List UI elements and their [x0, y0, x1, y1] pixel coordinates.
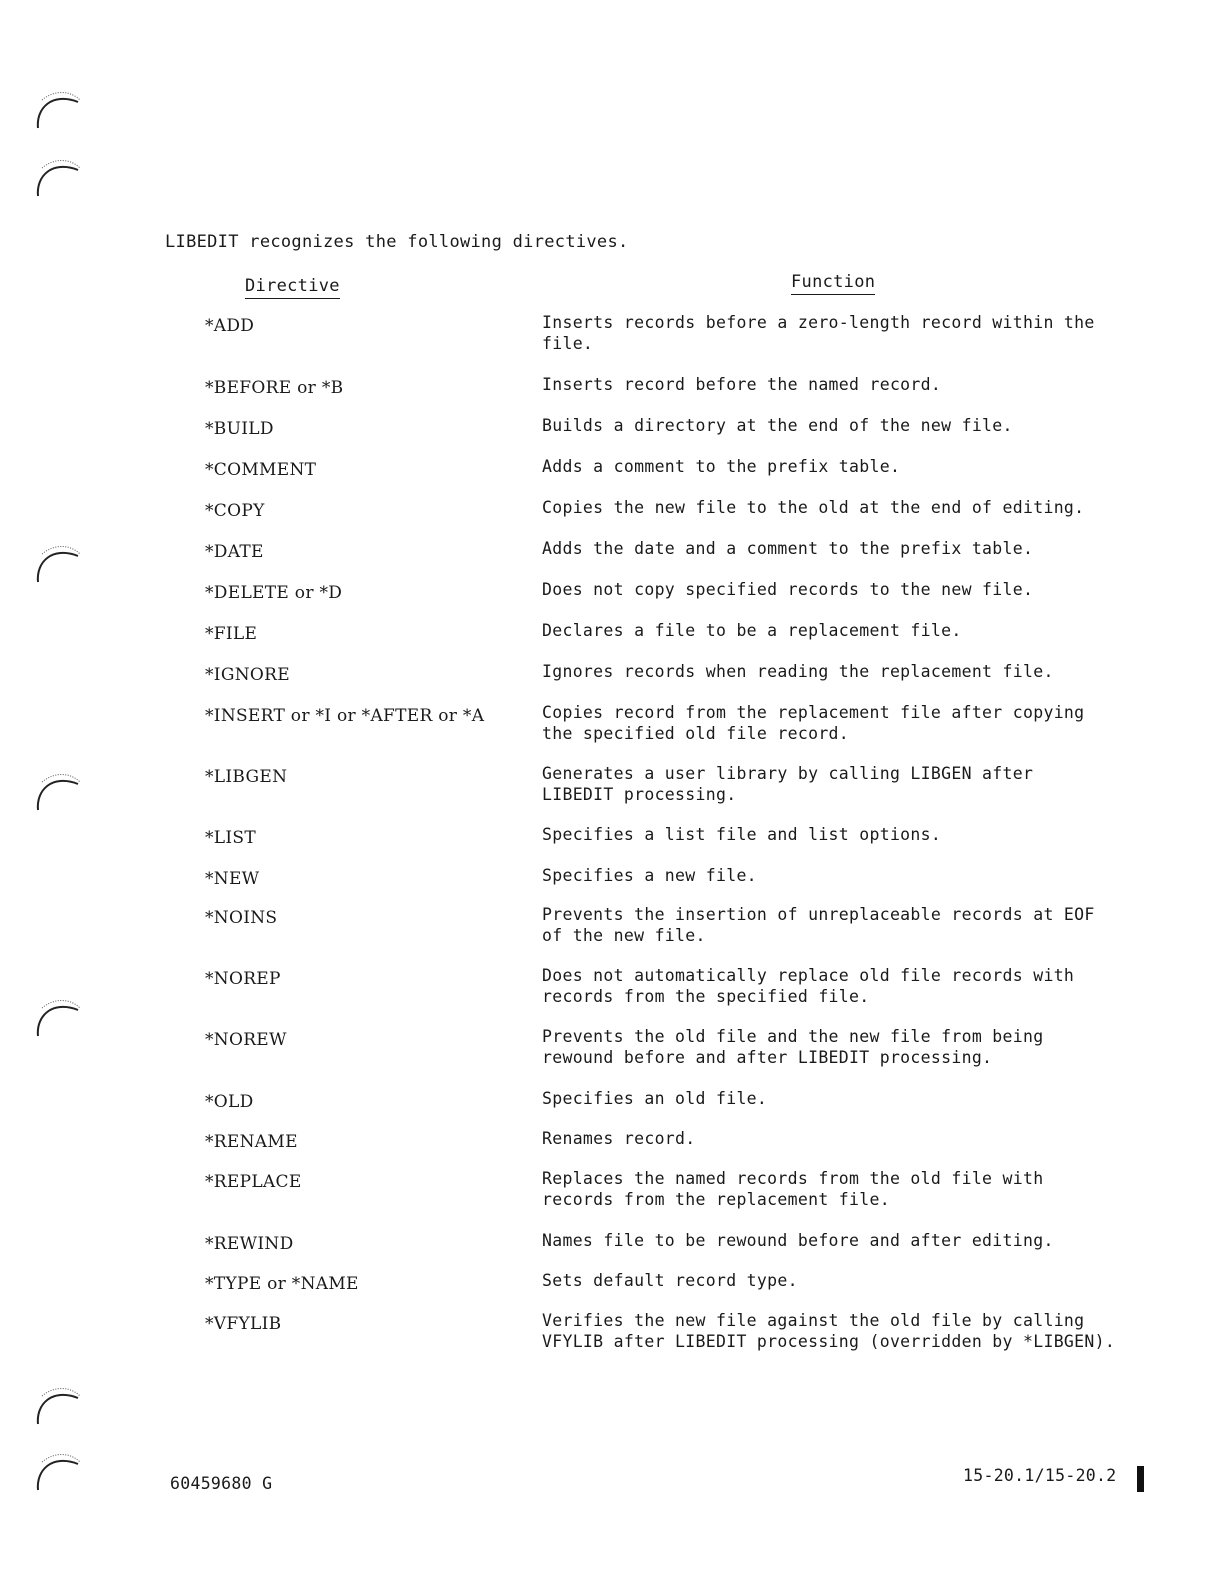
directive-name: *BEFORE or *B: [205, 378, 344, 398]
function-line: Inserts records before a zero-length record within the: [542, 313, 1095, 332]
table-row: [205, 579, 1132, 604]
directive-function: [542, 374, 1132, 395]
table-row: [205, 620, 1132, 645]
table-row: [205, 456, 1132, 481]
directive-function: [542, 579, 1132, 600]
directive-function: [542, 763, 1132, 805]
directive-function: [542, 904, 1132, 946]
directive-name: *NOINS: [205, 908, 278, 928]
directive-name: *REWIND: [205, 1234, 294, 1254]
function-line: Renames record.: [542, 1129, 696, 1148]
function-line: Prevents the old file and the new file from being: [542, 1027, 1044, 1046]
table-row: [205, 661, 1132, 686]
function-line: Names file to be rewound before and after editing.: [542, 1231, 1054, 1250]
function-line: Specifies a list file and list options.: [542, 825, 942, 844]
punch-hole-mark: [34, 770, 84, 814]
directive-name: *ADD: [205, 316, 255, 336]
change-bar: [1137, 1466, 1144, 1492]
directive-function: [542, 1088, 1132, 1109]
function-line: file.: [542, 334, 594, 353]
table-row: [205, 312, 1132, 354]
function-line: Declares a file to be a replacement file.: [542, 621, 962, 640]
directive-name: *FILE: [205, 624, 258, 644]
function-line: Specifies a new file.: [542, 866, 757, 885]
function-line: Copies record from the replacement file after copying: [542, 703, 1085, 722]
directive-function: [542, 1230, 1132, 1251]
table-row: [205, 904, 1132, 946]
directive-name: *DELETE or *D: [205, 583, 343, 603]
table-row: [205, 965, 1132, 1007]
table-row: [205, 1270, 1132, 1295]
function-line: Generates a user library by calling LIBGEN after: [542, 764, 1034, 783]
function-line: Verifies the new file against the old file by calling: [542, 1311, 1085, 1330]
directive-name: *COPY: [205, 501, 265, 521]
function-line: Ignores records when reading the replacement file.: [542, 662, 1054, 681]
function-line: Inserts record before the named record.: [542, 375, 942, 394]
directive-name: *DATE: [205, 542, 264, 562]
directive-name: *OLD: [205, 1092, 254, 1112]
directive-function: [542, 497, 1132, 518]
directive-function: [542, 1128, 1132, 1149]
function-line: records from the specified file.: [542, 987, 870, 1006]
directive-name: *VFYLIB: [205, 1314, 282, 1334]
directive-column-header: Directive: [245, 276, 340, 299]
punch-hole-mark: [34, 542, 84, 586]
intro-text: LIBEDIT recognizes the following directives.: [165, 232, 629, 252]
function-line: the specified old file record.: [542, 724, 850, 743]
document-number: 60459680 G: [170, 1474, 273, 1493]
function-line: Does not automatically replace old file records with: [542, 966, 1075, 985]
directive-function: [542, 1310, 1132, 1352]
directive-function: [542, 456, 1132, 477]
directive-name: *COMMENT: [205, 460, 317, 480]
table-row: [205, 1128, 1132, 1153]
function-line: Replaces the named records from the old file with: [542, 1169, 1044, 1188]
table-row: [205, 374, 1132, 399]
function-line: Adds the date and a comment to the prefix table.: [542, 539, 1034, 558]
table-row: [205, 1026, 1132, 1068]
function-line: LIBEDIT processing.: [542, 785, 737, 804]
punch-hole-mark: [34, 88, 84, 132]
function-line: VFYLIB after LIBEDIT processing (overridden by *LIBGEN).: [542, 1332, 1116, 1351]
table-row: [205, 865, 1132, 890]
directive-function: [542, 965, 1132, 1007]
directive-function: [542, 1270, 1132, 1291]
directive-function: [542, 620, 1132, 641]
directive-name: *NEW: [205, 869, 260, 889]
function-line: Does not copy specified records to the new file.: [542, 580, 1034, 599]
directive-name: *NOREP: [205, 969, 281, 989]
directive-name: *IGNORE: [205, 665, 290, 685]
function-line: of the new file.: [542, 926, 706, 945]
function-line: records from the replacement file.: [542, 1190, 890, 1209]
table-row: [205, 763, 1132, 805]
table-row: [205, 1088, 1132, 1113]
function-line: Prevents the insertion of unreplaceable records at EOF: [542, 905, 1095, 924]
function-line: Builds a directory at the end of the new file.: [542, 416, 1013, 435]
directive-name: *TYPE or *NAME: [205, 1274, 359, 1294]
directive-function: [542, 824, 1132, 845]
directive-function: [542, 1168, 1132, 1210]
directive-function: [542, 1026, 1132, 1068]
directive-name: *LIST: [205, 828, 256, 848]
function-column-header: Function: [791, 272, 875, 295]
directive-function: [542, 865, 1132, 886]
function-line: Sets default record type.: [542, 1271, 798, 1290]
directive-name: *INSERT or *I or *AFTER or *A: [205, 706, 485, 726]
table-row: [205, 1230, 1132, 1255]
function-line: rewound before and after LIBEDIT processing.: [542, 1048, 993, 1067]
function-line: Specifies an old file.: [542, 1089, 768, 1108]
table-row: [205, 497, 1132, 522]
function-line: Adds a comment to the prefix table.: [542, 457, 901, 476]
directive-function: [542, 661, 1132, 682]
directive-name: *REPLACE: [205, 1172, 302, 1192]
punch-hole-mark: [34, 996, 84, 1040]
table-row: [205, 824, 1132, 849]
table-row: [205, 1310, 1132, 1352]
table-row: [205, 538, 1132, 563]
directive-function: [542, 312, 1132, 354]
directive-name: *LIBGEN: [205, 767, 288, 787]
table-row: [205, 1168, 1132, 1210]
directive-function: [542, 702, 1132, 744]
table-row: [205, 702, 1132, 744]
punch-hole-mark: [34, 1384, 84, 1428]
page-number: 15-20.1/15-20.2: [963, 1466, 1117, 1485]
directive-name: *NOREW: [205, 1030, 287, 1050]
directive-name: *BUILD: [205, 419, 274, 439]
punch-hole-mark: [34, 156, 84, 200]
directive-function: [542, 415, 1132, 436]
directive-function: [542, 538, 1132, 559]
table-row: [205, 415, 1132, 440]
function-line: Copies the new file to the old at the end of editing.: [542, 498, 1085, 517]
directive-name: *RENAME: [205, 1132, 298, 1152]
punch-hole-mark: [34, 1450, 84, 1494]
